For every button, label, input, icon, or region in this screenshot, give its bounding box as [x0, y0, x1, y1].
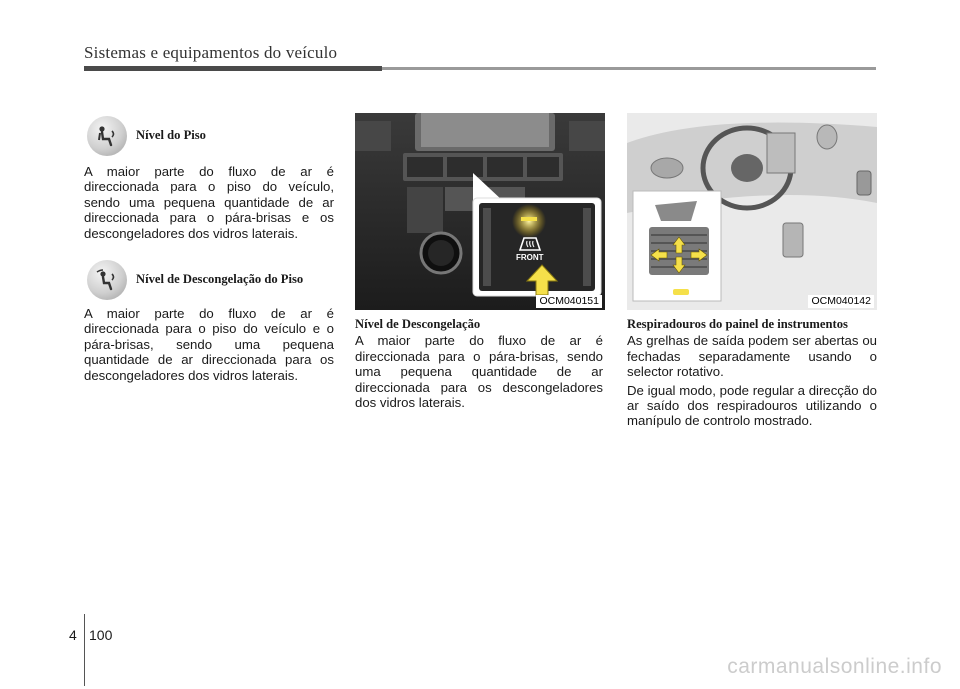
header-rule-accent — [84, 66, 382, 71]
vents-heading: Respiradouros do painel de instrumentos — [627, 317, 848, 331]
defrost-heading: Nível de Descongelação — [355, 317, 481, 331]
front-button-label: FRONT — [516, 253, 544, 262]
section-title: Sistemas e equipamentos do veículo — [84, 43, 338, 62]
instrument-panel-vents-photo — [627, 113, 877, 310]
floor-defrost-text: A maior parte do fluxo de ar é direccionada para o piso do veículo e o pára-brisas, sendo uma pequena quantidade de ar direccionada para os descongeladores dos vidros laterais. — [84, 306, 334, 383]
page-number: 100 — [89, 627, 113, 643]
column-defrost — [355, 317, 603, 410]
floor-defrost-mode-icon — [87, 260, 127, 300]
vents-text-2: De igual modo, pode regular a direcção do ar saído dos respiradouros utilizando o manípulo de controlo mostrado. — [627, 382, 877, 429]
floor-mode-text: A maior parte do fluxo de ar é direccionada para o piso do veículo, sendo uma pequena quantidade de ar direccionada para o pára-brisas e os descongeladores dos vidros laterais. — [84, 164, 334, 241]
floor-defrost-heading-row — [84, 258, 334, 302]
image-code-label: OCM040151 — [536, 295, 602, 308]
image-code-label: OCM040142 — [808, 295, 874, 308]
floor-defrost-heading: Nível de Descongelação do Piso — [136, 272, 304, 287]
floor-mode-heading-row — [84, 114, 334, 158]
defrost-text: A maior parte do fluxo de ar é direccionada para o pára-brisas, sendo uma pequena quantidade de ar direccionada para os descongeladores dos vidros laterais. — [355, 333, 603, 411]
watermark[interactable]: carmanualsonline.info — [727, 655, 942, 678]
chapter-number: 4 — [69, 627, 77, 643]
floor-mode-heading: Nível do Piso — [136, 128, 206, 143]
column-vents — [627, 317, 877, 429]
column-floor-modes — [84, 114, 334, 383]
vents-text-1: As grelhas de saída podem ser abertas ou fechadas separadamente usando o selector rotativo. — [627, 333, 877, 380]
floor-mode-icon — [87, 116, 127, 156]
footer-rule — [84, 614, 85, 686]
defrost-button-photo — [355, 113, 605, 310]
